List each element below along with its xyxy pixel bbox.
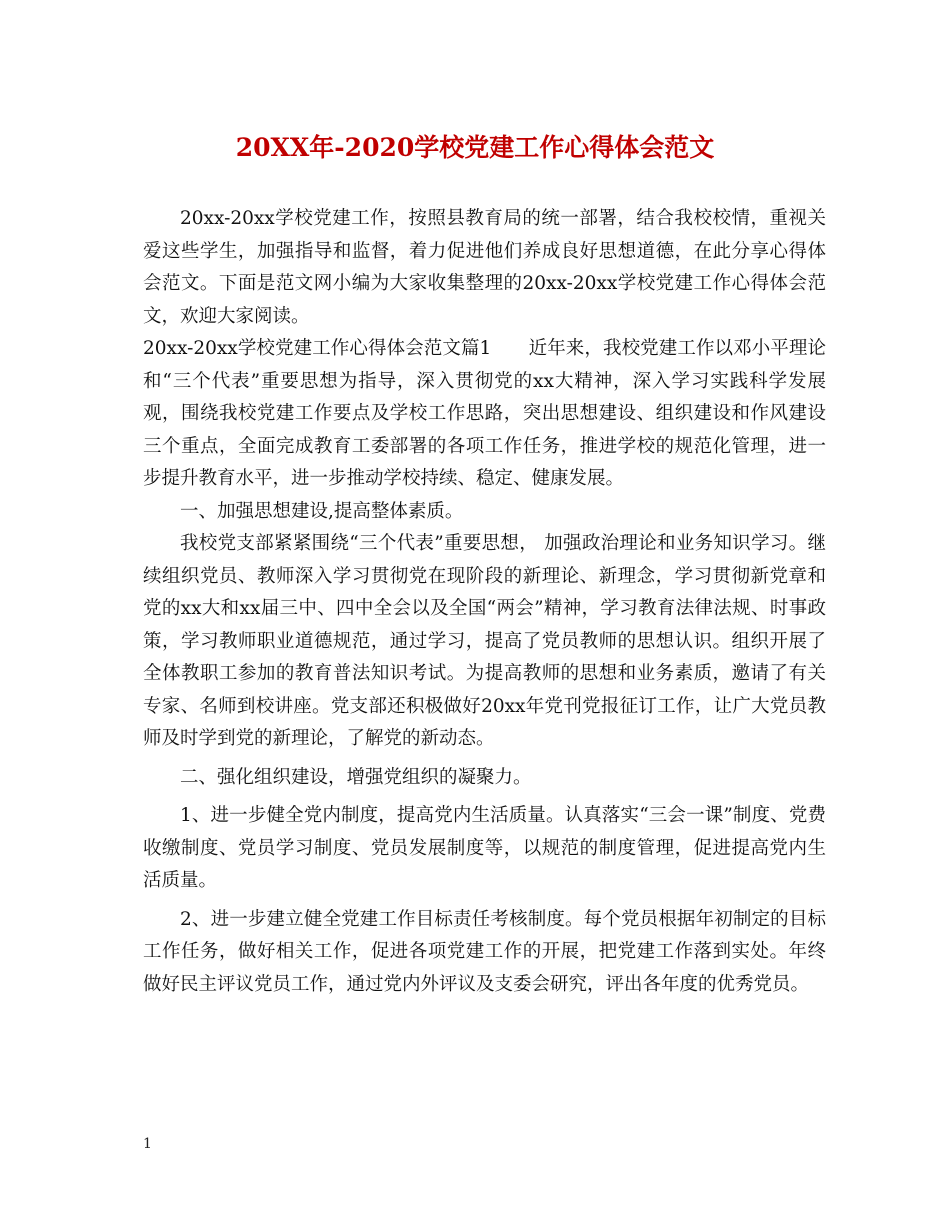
page-number: 1	[143, 1136, 152, 1152]
paragraph-responsibility-system: 2、进一步建立健全党建工作目标责任考核制度。每个党员根据年初制定的目标工作任务，做好相关工作，促进各项党建工作的开展，把党建工作落到实处。年终做好民主评议党员工作，通过党内外评议及支委会研究，评出各年度的优秀党员。	[143, 908, 826, 995]
document-title: 20XX年-2020学校党建工作心得体会范文	[235, 133, 715, 162]
heading-ideological-building: 一、加强思想建设,提高整体素质。	[180, 500, 464, 522]
section-paragraph-article-1: 20xx-20xx学校党建工作心得体会范文篇1 近年来，我校党建工作以邓小平理论和“三个代表”重要思想为指导，深入贯彻党的xx大精神，深入学习实践科学发展观，围绕我校党建工作要点及学校工作思路，突出思想建设、组织建设和作风建设三个重点，全面完成教育工委部署的各项工作任务，推进学校的规范化管理，进一步提升教育水平，进一步推动学校持续、稳定、健康发展。	[143, 338, 826, 489]
intro-paragraph: 20xx-20xx学校党建工作，按照县教育局的统一部署，结合我校校情，重视关爱这些学生，加强指导和监督，着力促进他们养成良好思想道德，在此分享心得体会范文。下面是范文网小编为大家收集整理的20xx-20xx学校党建工作心得体会范文，欢迎大家阅读。	[143, 208, 826, 327]
paragraph-party-system: 1、进一步健全党内制度，提高党内生活质量。认真落实“三会一课”制度、党费收缴制度、党员学习制度、党员发展制度等，以规范的制度管理，促进提高党内生活质量。	[143, 805, 826, 891]
paragraph-ideological-building: 我校党支部紧紧围绕“三个代表”重要思想， 加强政治理论和业务知识学习。继续组织党员、教师深入学习贯彻党在现阶段的新理论、新理念，学习贯彻新党章和党的xx大和xx届三中、四中全会以及全国“两会”精神，学习教育法律法规、时事政策，学习教师职业道德规范，通过学习，提高了党员教师的思想认识。组织开展了全体教职工参加的教育普法知识考试。为提高教师的思想和业务素质，邀请了有关专家、名师到校讲座。党支部还积极做好20xx年党刊党报征订工作，让广大党员教师及时学到党的新理论，了解党的新动态。	[143, 533, 826, 749]
document-body	[143, 203, 826, 1001]
heading-organizational-building: 二、强化组织建设，增强党组织的凝聚力。	[180, 766, 532, 788]
